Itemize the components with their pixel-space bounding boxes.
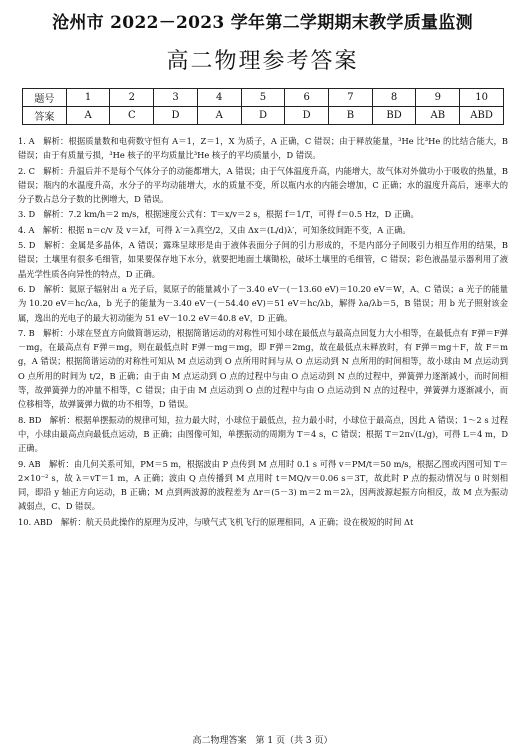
solution-4: 4. A 解析：根据 n＝c/v 及 v＝λf，可得 λ′＝λ真空/2，又由 Δx＝(L/d)λ′，可知条纹间距不变，A 正确。: [18, 224, 411, 235]
solution-7: 7. B 解析：小球在竖直方向做简谐运动，根据简谐运动的对称性可知小球在最低点与最高点回复力大小相等，在最低点有 F弹＝F弹－mg，在最高点有 F弹＝mg，则在最低点时 F弹－mg＝mg，即 F弹＝2mg，故在最低点未释放时，有 F弹＝mg＋F，故 F＝mg，A 错误；根据简谐运动的对称性可知从 M 点运动到 O 点所用时间与从 O 点运动到 N 点所用的时间相等，故小球由 M 点运动到 O 点所用的时间为 t/2，B 正确；由于由 M 点运动到 O 点的过程中与由 O 点运动到 N 点的过程中，弹簧弹力逐渐减小，而时间相等，故弹簧弹力的冲量不相等，C 错误；由于由 M 点运动到 O 点的过程中与由 O 点运动到 N 点的过程中，弹簧弹力逐渐减小，而位移相等，故弹簧弹力做的功不相等，D 错误。: [18, 327, 508, 410]
solution-10: 10. ABD 解析：航天员此操作的原理为反冲，与喷气式飞机飞行的原理相同，A 正确；设在极短的时间 Δt: [18, 516, 414, 527]
table-row-numbers: [23, 89, 504, 107]
table-row-answers: [23, 107, 504, 125]
answer-cell: C: [110, 107, 154, 125]
question-number: 7: [329, 89, 373, 107]
question-number: 3: [154, 89, 198, 107]
solution-8: 8. BD 解析：根据单摆振动的规律可知，拉力最大时，小球位于最低点，拉力最小时，小球位于最高点，因此 A 错误；1～2 s 过程中，小球由最高点向最低点运动，B 正确；由图像可知，单摆振动的周期为 T＝4 s，C 错误；根据 T＝2π√(L/g)，可得 L＝4 m，D 正确。: [18, 414, 508, 454]
answer-cell: BD: [372, 107, 416, 125]
exam-title: 沧州市 2022－2023 学年第二学期期末教学质量监测: [52, 13, 473, 33]
solution-1: 1. A 解析：根据质量数和电荷数守恒有 A＝1，Z＝1，X 为质子，A 正确，C 错误；由于释放能量，³He 比³He 的比结合能大，B 错误；由于有质量亏损，³He 核子的平均质量比³He 核子的平均质量小，D 错误。: [18, 136, 508, 161]
question-number: 4: [197, 89, 241, 107]
answer-cell: D: [285, 107, 329, 125]
answer-cell: A: [66, 107, 110, 125]
answer-cell: B: [329, 107, 373, 125]
question-number: 5: [241, 89, 285, 107]
question-number: 6: [285, 89, 329, 107]
answer-cell: AB: [416, 107, 460, 125]
question-number: 2: [110, 89, 154, 107]
table-header-cell: 答案: [23, 107, 67, 125]
answer-cell: A: [197, 107, 241, 125]
page-footer: 高二物理答案 第 1 页（共 3 页）: [192, 736, 333, 746]
question-number: 8: [372, 89, 416, 107]
question-number: 9: [416, 89, 460, 107]
question-number: 1: [66, 89, 110, 107]
page-title: 高二物理参考答案: [166, 49, 359, 74]
solution-5: 5. D 解析：金属是多晶体，A 错误；露珠呈球形是由于液体表面分子间的引力形成的，不是内部分子间吸引力相互作用的结果，B 错误；土壤里有很多毛细管，如果要保存地下水分，就要把地面土壤锄松，破坏土壤里的毛细管，C 错误；彩色液晶显示器利用了液晶光学性质各向异性的特点，D 正确。: [18, 240, 508, 279]
answer-table: [22, 88, 504, 125]
question-number: 10: [460, 89, 504, 107]
table-header-cell: 题号: [23, 89, 67, 107]
solution-2: 2. C 解析：升温后并不是每个气体分子的动能都增大，A 错误；由于气体温度升高，内能增大，故气体对外做功小于吸收的热量，B 错误；瓶内的水温度升高，水分子的平均动能增大，水的质量不变，所以瓶内水的内能会增加，C 正确；水的温度升高后，速率大的分子数占总分子数的比例增大，D 错误。: [18, 165, 508, 205]
solution-9: 9. AB 解析：由几何关系可知，PM＝5 m，根据波由 P 点传到 M 点用时 0.1 s 可得 v＝PM/t＝50 m/s，根据乙图或丙图可知 T＝2×10⁻² s，故 λ＝vT＝1 m，A 正确；波由 Q 点传播到 M 点用时 t＝MQ/v＝0.06 s＝3T，故此时 P 点的振动情况与 0 时刻相同，即沿 y 轴正方向运动，B 正确；M 点到两波源的波程差为 Δr＝(5－3) m＝2 m＝2λ，因两波源起振方向相反，故 M 点为振动减弱点，C、D 错误。: [18, 458, 508, 512]
answer-cell: ABD: [460, 107, 504, 125]
solution-6: 6. D 解析：氦原子辐射出 a 光子后，氦原子的能量减小了－3.40 eV－(－13.60 eV)＝10.20 eV＝W，A、C 错误；a 光子的能量为 10.20 eV＝hc/λa，b 光子的能量为－3.40 eV－(－54.40 eV)＝51 eV＝hc/λb，解得 λa/λb＝5，B 错误；用 b 光子照射该金属，逸出的光电子的最大初动能为 51 eV－10.2 eV＝40.8 eV，D 正确。: [18, 283, 508, 323]
answer-cell: D: [154, 107, 198, 125]
solution-3: 3. D 解析：7.2 km/h＝2 m/s，根据速度公式有：T＝x/v＝2 s，根据 f＝1/T，可得 f＝0.5 Hz，D 正确。: [18, 209, 419, 220]
solutions-body: [18, 134, 508, 530]
answer-cell: D: [241, 107, 285, 125]
